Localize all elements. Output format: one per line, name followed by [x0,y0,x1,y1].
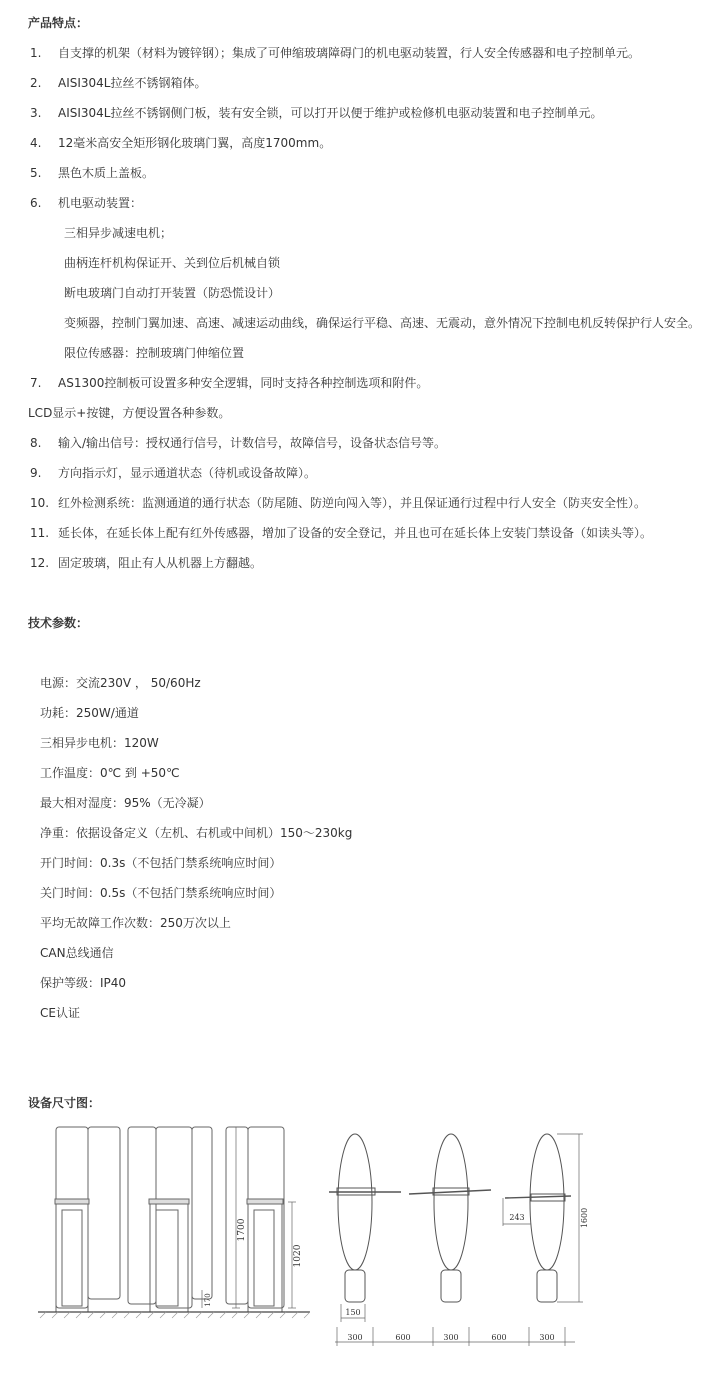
spec-item: 最大相对湿度：95%（无冷凝） [40,796,211,810]
dim-label-1020: 1020 [293,1244,303,1268]
front-elevation-drawing [38,1122,310,1327]
spec-item: 开门时间：0.3s（不包括门禁系统响应时间） [40,856,282,870]
dim-label-170: 170 [204,1293,212,1307]
dim-label-150: 150 [345,1308,361,1317]
spec-item: CE认证 [40,1006,80,1020]
feature-item-10: 10. 红外检测系统：监测通道的通行状态（防尾随、防逆向闯入等），并且保证通行过程中行人安全（防夹安全性）。 [30,496,647,510]
feature-subitem-4: 变频器，控制门翼加速、高速、减速运动曲线，确保运行平稳、高速、无震动，意外情况下控制电机反转保护行人安全。 [64,316,701,330]
spec-item: 关门时间：0.5s（不包括门禁系统响应时间） [40,886,282,900]
feature-item-6: 6. 机电驱动装置： [30,196,143,210]
feature-subitem-1: 三相异步减速电机； [64,226,173,240]
feature-item-3: 3. AISI304L拉丝不锈钢侧门板，装有安全锁，可以打开以便于维护或检修机电驱动装置和电子控制单元。 [30,106,603,120]
feature-subitem-5: 限位传感器：控制玻璃门伸缩位置 [64,346,245,360]
feature-item-2: 2. AISI304L拉丝不锈钢箱体。 [30,76,207,90]
top-view-drawing [325,1122,595,1357]
features-heading: 产品特点： [28,16,89,30]
dimensions-heading: 设备尺寸图： [28,1096,101,1110]
feature-item-4: 4. 12毫米高安全矩形钢化玻璃门翼，高度1700mm。 [30,136,332,150]
dim-label-1600: 1600 [580,1207,589,1229]
feature-item-1: 1. 自支撑的机架（材料为镀锌钢）；集成了可伸缩玻璃障碍门的机电驱动装置，行人安全传感器和电子控制单元。 [30,46,641,60]
feature-subitem-3: 断电玻璃门自动打开装置（防恐慌设计） [64,286,281,300]
dim-label-300-1: 300 [347,1333,363,1342]
spec-item: 三相异步电机：120W [40,736,159,750]
spec-item: CAN总线通信 [40,946,114,960]
feature-lcd-line: LCD显示+按键，方便设置各种参数。 [28,406,231,420]
dim-label-300-2: 300 [443,1333,459,1342]
specs-heading: 技术参数： [28,616,89,630]
feature-item-7: 7. AS1300控制板可设置多种安全逻辑，同时支持各种控制选项和附件。 [30,376,429,390]
spec-item: 工作温度：0℃ 到 +50℃ [40,766,180,780]
dim-label-300-3: 300 [539,1333,555,1342]
dim-label-600-2: 600 [491,1333,507,1342]
dim-label-1700: 1700 [237,1218,247,1242]
spec-item: 平均无故障工作次数：250万次以上 [40,916,231,930]
spec-item: 保护等级：IP40 [40,976,127,990]
feature-subitem-2: 曲柄连杆机构保证开、关到位后机械自锁 [64,256,281,270]
feature-item-5: 5. 黑色木质上盖板。 [30,166,155,180]
feature-item-8: 8. 输入/输出信号：授权通行信号，计数信号，故障信号，设备状态信号等。 [30,436,447,450]
feature-item-12: 12. 固定玻璃，阻止有人从机器上方翻越。 [30,556,263,570]
feature-item-11: 11. 延长体，在延长体上配有红外传感器，增加了设备的安全登记，并且也可在延长体上安装门禁设备（如读头等）。 [30,526,653,540]
dim-label-243: 243 [509,1213,525,1222]
dim-label-600-1: 600 [395,1333,411,1342]
spec-item: 功耗：250W/通道 [40,706,139,720]
spec-item: 电源：交流230V ， 50/60Hz [40,676,201,690]
feature-item-9: 9. 方向指示灯，显示通道状态（待机或设备故障）。 [30,466,317,480]
spec-item: 净重：依据设备定义（左机、右机或中间机）150～230kg [40,826,353,840]
